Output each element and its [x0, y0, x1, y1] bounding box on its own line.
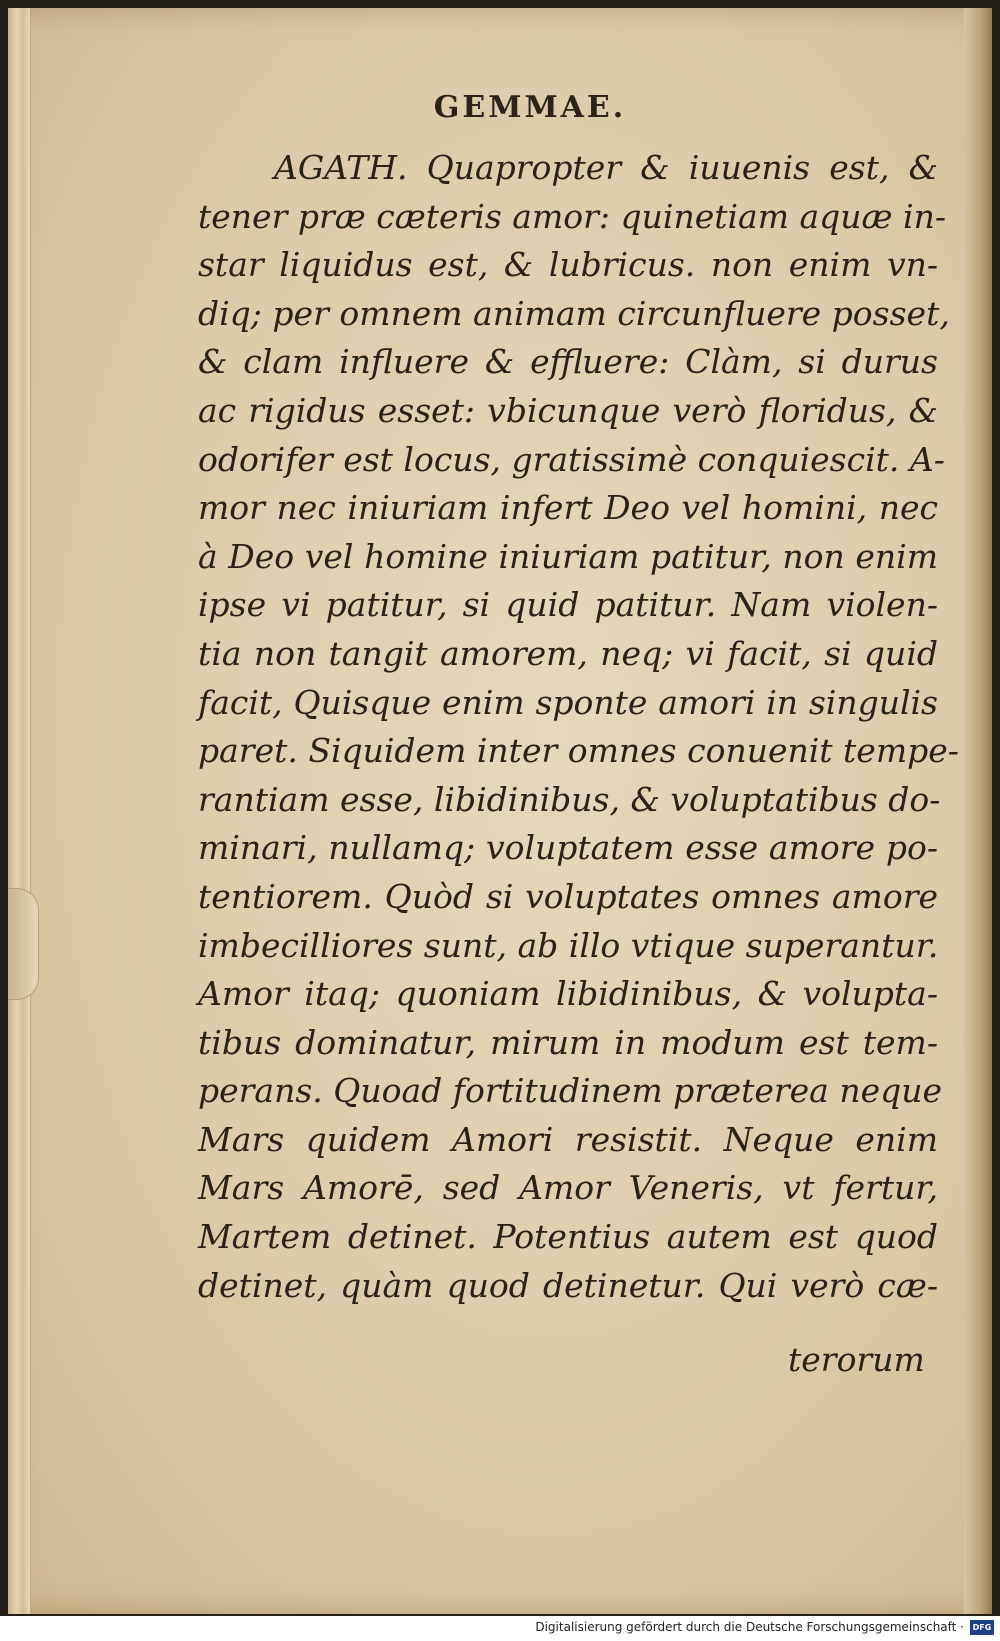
- text-line: Martem detinet. Potentius autem est quod: [198, 1217, 938, 1257]
- text-line: Mars quidem Amori resistit. Neque enim: [198, 1119, 938, 1159]
- text-line: ac rigidus esset: vbicunque verò floridus, &: [198, 390, 938, 430]
- text-line: ipse vi patitur, si quid patitur. Nam violen-: [198, 585, 938, 625]
- funding-credit: Digitalisierung gefördert durch die Deutsche Forschungsgemeinschaft ·: [535, 1620, 964, 1634]
- text-line: mor nec iniuriam infert Deo vel homini, nec: [198, 488, 938, 528]
- text-line: & clam influere & effluere: Clàm, si durus: [198, 342, 938, 382]
- running-head: GEMMAE.: [433, 90, 627, 125]
- text-line: tener præ cæteris amor: quinetiam aquæ in-: [198, 196, 947, 236]
- text-line: perans. Quoad fortitudinem præterea neque: [198, 1071, 943, 1111]
- page-clip-tab: [8, 888, 39, 1000]
- text-line: à Deo vel homine iniuriam patitur, non enim: [198, 536, 938, 576]
- text-line: tia non tangit amorem, neq; vi facit, si quid: [198, 633, 938, 673]
- text-line: star liquidus est, & lubricus. non enim vn-: [198, 245, 938, 285]
- page-fore-edge-right: [964, 8, 992, 1614]
- text-line: detinet, quàm quod detinetur. Qui verò cæ-: [198, 1265, 938, 1305]
- text-line: AGATH. Quapropter & iuuenis est, &: [274, 148, 938, 187]
- text-line: facit, Quisque enim sponte amori in singulis: [198, 682, 938, 722]
- body-text: [198, 144, 959, 1310]
- text-line: Mars Amorē, sed Amor Veneris, vt fertur,: [198, 1168, 938, 1208]
- text-line: tentiorem. Quòd si voluptates omnes amore: [198, 876, 938, 916]
- text-line: Amor itaq; quoniam libidinibus, & volupta-: [198, 974, 938, 1014]
- digitization-footer: [0, 1616, 1000, 1641]
- catchword: terorum: [788, 1340, 925, 1379]
- text-line: minari, nullamq; voluptatem esse amore po-: [198, 828, 938, 868]
- text-line: imbecilliores sunt, ab illo vtique superantur.: [198, 925, 939, 965]
- text-line: tibus dominatur, mirum in modum est tem-: [198, 1022, 938, 1062]
- dfg-logo-icon: DFG: [970, 1620, 994, 1635]
- page-gutter-left: [8, 8, 31, 1614]
- text-line: odorifer est locus, gratissimè conquiescit. A-: [198, 439, 945, 479]
- text-line: rantiam esse, libidinibus, & voluptatibus do-: [198, 779, 941, 819]
- text-line: paret. Siquidem inter omnes conuenit tempe-: [198, 731, 959, 771]
- book-page: [8, 8, 992, 1614]
- text-line: diq; per omnem animam circunfluere posset,: [198, 293, 950, 333]
